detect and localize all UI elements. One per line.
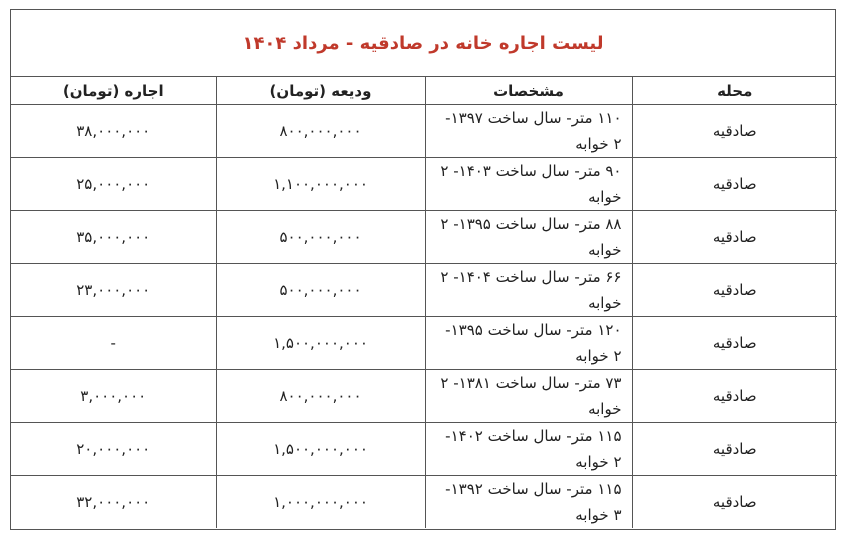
- cell-area: صادقیه: [632, 264, 837, 317]
- cell-deposit: ۵۰۰,۰۰۰,۰۰۰: [216, 264, 425, 317]
- cell-rent: ۲۰,۰۰۰,۰۰۰: [11, 423, 216, 476]
- rental-listing-table: [10, 9, 836, 530]
- table-row: [11, 105, 837, 158]
- listing-table: [11, 77, 837, 528]
- cell-area: صادقیه: [632, 476, 837, 529]
- cell-rent: -: [11, 317, 216, 370]
- table-row: [11, 317, 837, 370]
- header-area: محله: [632, 77, 837, 105]
- header-spec: مشخصات: [425, 77, 632, 105]
- cell-rent: ۲۳,۰۰۰,۰۰۰: [11, 264, 216, 317]
- cell-spec: ۱۱۵ متر- سال ساخت ۱۳۹۲- ۳ خوابه: [425, 476, 632, 529]
- cell-deposit: ۱,۵۰۰,۰۰۰,۰۰۰: [216, 423, 425, 476]
- cell-deposit: ۱,۵۰۰,۰۰۰,۰۰۰: [216, 317, 425, 370]
- cell-rent: ۳۵,۰۰۰,۰۰۰: [11, 211, 216, 264]
- cell-spec: ۱۱۵ متر- سال ساخت ۱۴۰۲- ۲ خوابه: [425, 423, 632, 476]
- cell-area: صادقیه: [632, 423, 837, 476]
- table-row: [11, 423, 837, 476]
- cell-rent: ۳۸,۰۰۰,۰۰۰: [11, 105, 216, 158]
- table-row: [11, 476, 837, 529]
- cell-deposit: ۸۰۰,۰۰۰,۰۰۰: [216, 370, 425, 423]
- cell-rent: ۳,۰۰۰,۰۰۰: [11, 370, 216, 423]
- cell-area: صادقیه: [632, 317, 837, 370]
- cell-spec: ۷۳ متر- سال ساخت ۱۳۸۱- ۲ خوابه: [425, 370, 632, 423]
- table-row: [11, 158, 837, 211]
- cell-spec: ۹۰ متر- سال ساخت ۱۴۰۳- ۲ خوابه: [425, 158, 632, 211]
- table-row: [11, 264, 837, 317]
- cell-area: صادقیه: [632, 105, 837, 158]
- cell-spec: ۱۲۰ متر- سال ساخت ۱۳۹۵- ۲ خوابه: [425, 317, 632, 370]
- cell-area: صادقیه: [632, 211, 837, 264]
- cell-deposit: ۸۰۰,۰۰۰,۰۰۰: [216, 105, 425, 158]
- cell-spec: ۸۸ متر- سال ساخت ۱۳۹۵- ۲ خوابه: [425, 211, 632, 264]
- header-deposit: ودیعه (تومان): [216, 77, 425, 105]
- cell-spec: ۱۱۰ متر- سال ساخت ۱۳۹۷- ۲ خوابه: [425, 105, 632, 158]
- cell-rent: ۲۵,۰۰۰,۰۰۰: [11, 158, 216, 211]
- cell-deposit: ۵۰۰,۰۰۰,۰۰۰: [216, 211, 425, 264]
- header-rent: اجاره (تومان): [11, 77, 216, 105]
- cell-area: صادقیه: [632, 370, 837, 423]
- cell-deposit: ۱,۰۰۰,۰۰۰,۰۰۰: [216, 476, 425, 529]
- cell-area: صادقیه: [632, 158, 837, 211]
- cell-rent: ۳۲,۰۰۰,۰۰۰: [11, 476, 216, 529]
- table-title-row: [11, 10, 835, 77]
- cell-spec: ۶۶ متر- سال ساخت ۱۴۰۴- ۲ خوابه: [425, 264, 632, 317]
- header-row: [11, 77, 837, 105]
- cell-deposit: ۱,۱۰۰,۰۰۰,۰۰۰: [216, 158, 425, 211]
- table-title: لیست اجاره خانه در صادقیه - مرداد ۱۴۰۴: [242, 32, 604, 54]
- table-row: [11, 211, 837, 264]
- table-row: [11, 370, 837, 423]
